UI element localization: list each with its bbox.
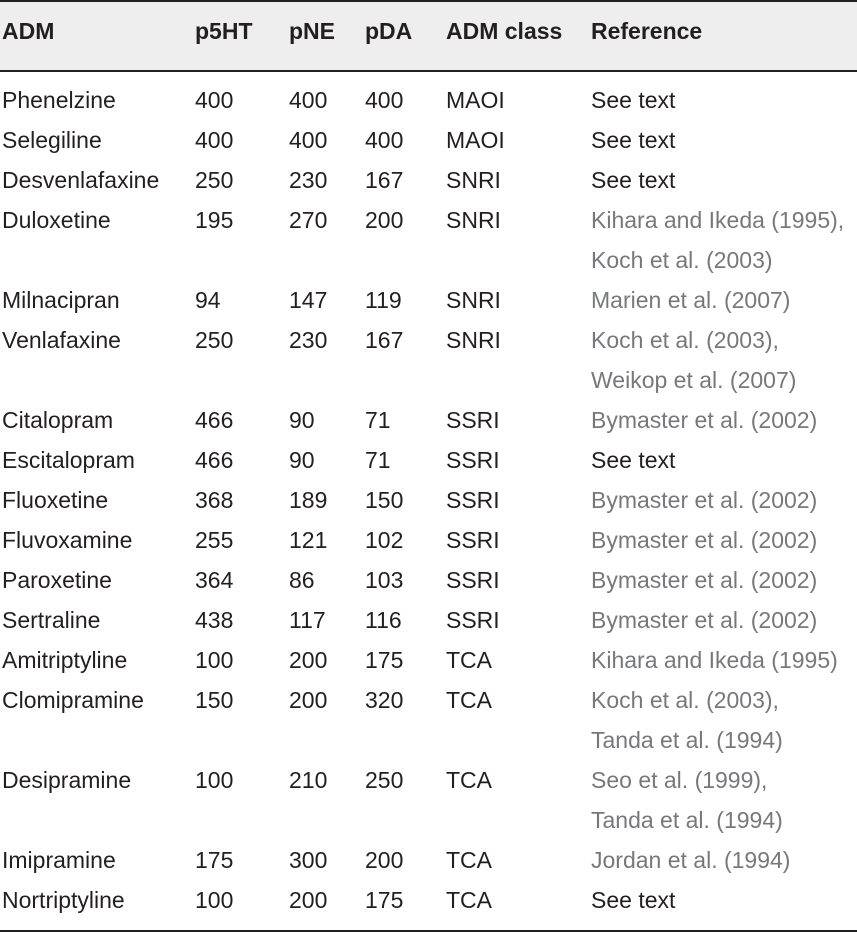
cell-pda: 150 [365, 487, 404, 513]
cell-reference [591, 200, 844, 280]
reference-line: Bymaster et al. (2002) [591, 527, 818, 553]
cell-pda: 71 [365, 407, 391, 433]
cell-adm-class: SSRI [446, 527, 500, 553]
cell-p5ht: 195 [195, 207, 234, 233]
cell-p5ht: 250 [195, 327, 234, 353]
reference-line: Koch et al. (2003) [591, 247, 773, 273]
cell-reference [591, 400, 817, 440]
cell-p5ht: 94 [195, 287, 221, 313]
cell-reference [591, 320, 796, 400]
cell-p5ht: 368 [195, 487, 234, 513]
reference-line: Tanda et al. (1994) [591, 807, 783, 833]
reference-line: See text [591, 127, 676, 153]
header-adm: ADM [2, 18, 55, 44]
cell-pne: 117 [289, 607, 326, 633]
cell-p5ht: 438 [195, 607, 234, 633]
cell-adm-class: SNRI [446, 207, 501, 233]
cell-pda: 175 [365, 647, 404, 673]
cell-p5ht: 175 [195, 847, 234, 873]
cell-pne: 300 [289, 847, 328, 873]
reference-line: Koch et al. (2003), [591, 327, 779, 353]
cell-pne: 200 [289, 687, 328, 713]
cell-adm: Desvenlafaxine [2, 167, 160, 193]
cell-p5ht: 466 [195, 447, 234, 473]
cell-adm-class: TCA [446, 687, 492, 713]
cell-reference [591, 80, 675, 120]
cell-pne: 189 [289, 487, 328, 513]
cell-p5ht: 255 [195, 527, 234, 553]
cell-adm: Citalopram [2, 407, 114, 433]
cell-p5ht: 400 [195, 87, 234, 113]
header-pne: pNE [289, 18, 335, 44]
cell-adm-class: SNRI [446, 287, 501, 313]
cell-reference [591, 680, 783, 760]
cell-pne: 121 [289, 527, 328, 553]
reference-line: See text [591, 87, 676, 113]
cell-reference [591, 840, 790, 880]
cell-reference [591, 280, 790, 320]
cell-pne: 270 [289, 207, 328, 233]
cell-pda: 167 [365, 327, 404, 353]
cell-adm-class: TCA [446, 647, 492, 673]
cell-adm-class: SSRI [446, 447, 500, 473]
cell-adm: Fluoxetine [2, 487, 109, 513]
cell-adm-class: MAOI [446, 87, 505, 113]
reference-line: Kihara and Ikeda (1995), [591, 207, 845, 233]
cell-adm-class: SNRI [446, 327, 501, 353]
cell-pne: 147 [289, 287, 328, 313]
reference-line: Kihara and Ikeda (1995) [591, 647, 838, 673]
cell-pne: 400 [289, 127, 328, 153]
cell-adm-class: TCA [446, 767, 492, 793]
cell-adm: Selegiline [2, 127, 102, 153]
cell-p5ht: 364 [195, 567, 234, 593]
cell-reference [591, 440, 675, 480]
header-rule [0, 70, 857, 72]
cell-adm: Escitalopram [2, 447, 135, 473]
reference-line: Weikop et al. (2007) [591, 367, 797, 393]
cell-pne: 200 [289, 647, 328, 673]
cell-adm-class: TCA [446, 887, 492, 913]
cell-pne: 210 [289, 767, 328, 793]
cell-p5ht: 400 [195, 127, 234, 153]
cell-adm: Nortriptyline [2, 887, 125, 913]
header-pda: pDA [365, 18, 413, 44]
cell-pne: 90 [289, 407, 315, 433]
reference-line: Bymaster et al. (2002) [591, 567, 818, 593]
cell-reference [591, 480, 817, 520]
cell-adm: Amitriptyline [2, 647, 128, 673]
cell-adm: Phenelzine [2, 87, 116, 113]
reference-line: Bymaster et al. (2002) [591, 607, 818, 633]
reference-line: Marien et al. (2007) [591, 287, 791, 313]
cell-pda: 400 [365, 87, 404, 113]
cell-p5ht: 100 [195, 767, 234, 793]
cell-pda: 167 [365, 167, 404, 193]
cell-p5ht: 100 [195, 647, 234, 673]
cell-pda: 102 [365, 527, 404, 553]
cell-adm: Paroxetine [2, 567, 112, 593]
cell-reference [591, 880, 675, 920]
cell-reference [591, 640, 838, 680]
cell-adm: Clomipramine [2, 687, 144, 713]
reference-line: Jordan et al. (1994) [591, 847, 791, 873]
reference-line: Seo et al. (1999), [591, 767, 768, 793]
cell-pda: 116 [365, 607, 402, 633]
cell-pda: 103 [365, 567, 404, 593]
cell-adm: Milnacipran [2, 287, 120, 313]
cell-pne: 86 [289, 567, 315, 593]
header-p5ht: p5HT [195, 18, 253, 44]
cell-pda: 71 [365, 447, 391, 473]
cell-adm-class: TCA [446, 847, 492, 873]
cell-reference [591, 120, 675, 160]
cell-p5ht: 100 [195, 887, 234, 913]
cell-adm: Imipramine [2, 847, 116, 873]
cell-pda: 400 [365, 127, 404, 153]
top-rule [0, 0, 857, 2]
cell-p5ht: 150 [195, 687, 234, 713]
cell-adm: Fluvoxamine [2, 527, 133, 553]
cell-pda: 119 [365, 287, 402, 313]
reference-line: See text [591, 447, 676, 473]
cell-reference [591, 160, 675, 200]
cell-adm: Desipramine [2, 767, 132, 793]
cell-pne: 90 [289, 447, 315, 473]
cell-adm-class: MAOI [446, 127, 505, 153]
cell-pda: 200 [365, 847, 404, 873]
cell-reference [591, 520, 817, 560]
cell-adm-class: SSRI [446, 487, 500, 513]
cell-reference [591, 760, 783, 840]
cell-adm-class: SNRI [446, 167, 501, 193]
cell-pda: 200 [365, 207, 404, 233]
table-header [0, 0, 857, 71]
cell-pne: 230 [289, 167, 328, 193]
reference-line: See text [591, 887, 676, 913]
cell-adm: Duloxetine [2, 207, 111, 233]
cell-p5ht: 466 [195, 407, 234, 433]
cell-pne: 400 [289, 87, 328, 113]
reference-line: Koch et al. (2003), [591, 687, 779, 713]
cell-adm-class: SSRI [446, 567, 500, 593]
cell-pne: 230 [289, 327, 328, 353]
reference-line: See text [591, 167, 676, 193]
cell-reference [591, 560, 817, 600]
cell-p5ht: 250 [195, 167, 234, 193]
cell-adm-class: SSRI [446, 407, 500, 433]
reference-line: Tanda et al. (1994) [591, 727, 783, 753]
cell-pda: 175 [365, 887, 404, 913]
cell-pda: 250 [365, 767, 404, 793]
cell-adm: Sertraline [2, 607, 101, 633]
cell-adm: Venlafaxine [2, 327, 121, 353]
bottom-rule [0, 930, 857, 932]
cell-pne: 200 [289, 887, 328, 913]
reference-line: Bymaster et al. (2002) [591, 407, 818, 433]
cell-pda: 320 [365, 687, 404, 713]
cell-reference [591, 600, 817, 640]
header-reference: Reference [591, 18, 703, 44]
cell-adm-class: SSRI [446, 607, 500, 633]
header-adm-class: ADM class [446, 18, 563, 44]
reference-line: Bymaster et al. (2002) [591, 487, 818, 513]
